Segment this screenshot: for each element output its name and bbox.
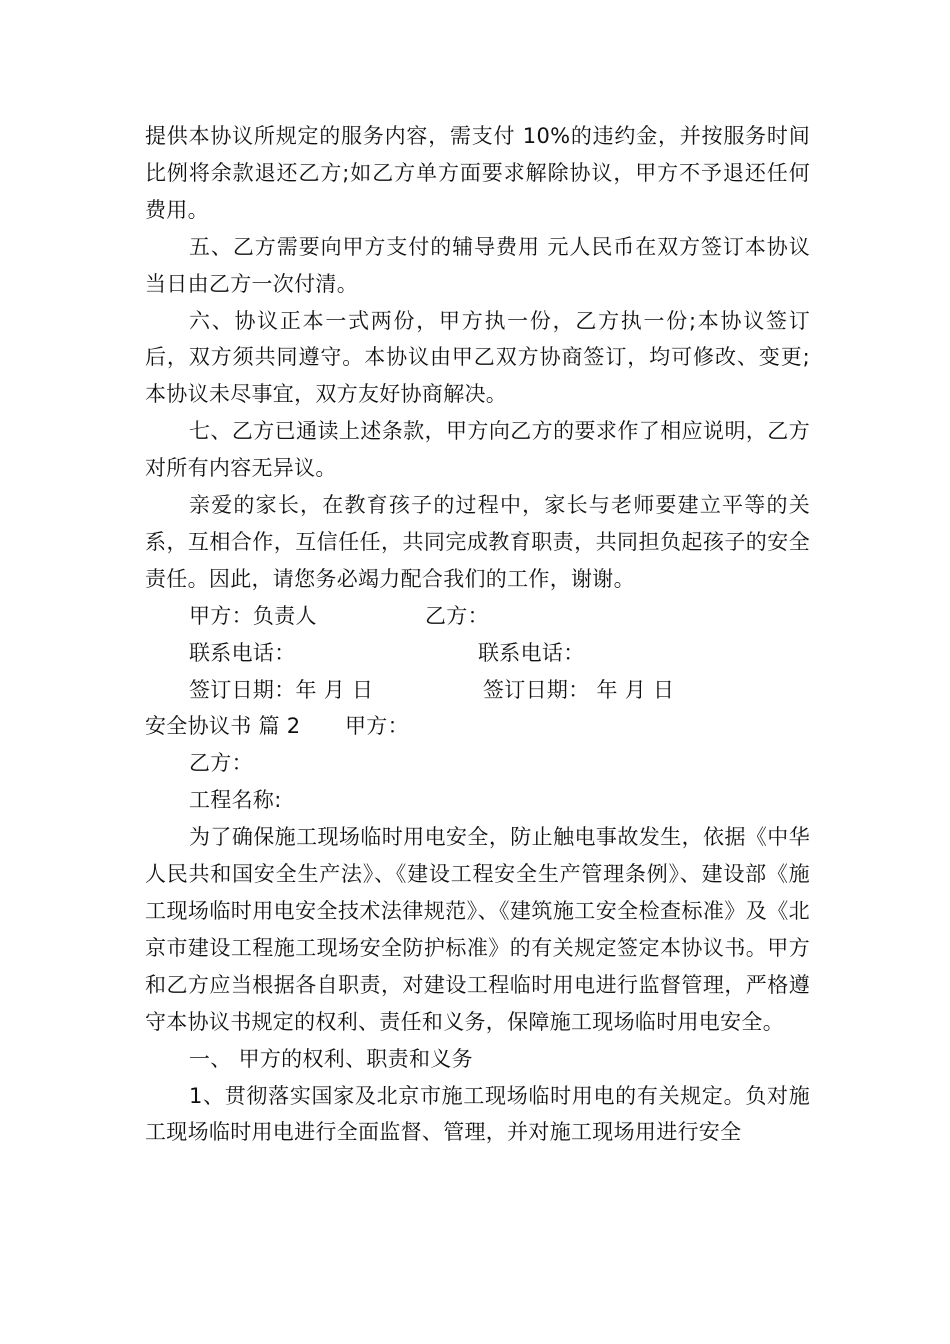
party-b-phone-label: 联系电话： [478, 640, 585, 665]
section2-party-b-label: 乙方： [189, 751, 253, 776]
party-b-date-label: 签订日期： 年 月 日 [483, 677, 675, 702]
section2-intro-paragraph: 为了确保施工现场临时用电安全，防止触电事故发生，依据《中华人民共和国安全生产法》、《建设工程安全生产管理条例》、建设部《施工现场临时用电安全技术法律规范》、《建筑施工安全检查标准》及《北京市建设工程施工现场安全防护标准》的有关规定签定本协议书。甲方和乙方应当根据各自职责，对建设工程临时用电进行监督管理，严格遵守本协议书规定的权利、责任和义务，保障施工现场临时用电安全。 [145, 825, 810, 1034]
paragraph-parent-note: 亲爱的家长，在教育孩子的过程中，家长与老师要建立平等的关系，互相合作，互信任任，共同完成教育职责，共同担负起孩子的安全责任。因此，请您务必竭力配合我们的工作，谢谢。 [145, 493, 810, 591]
party-b-signature-label: 乙方： [425, 603, 489, 628]
party-a-signature-label: 甲方：负责人 [189, 603, 317, 628]
signature-date-row [145, 672, 810, 709]
section2-title: 安全协议书 篇 2 [145, 714, 301, 739]
paragraph-refund-terms: 提供本协议所规定的服务内容，需支付 10%的违约金，并按服务时间比例将余款退还乙方;如乙方单方面要求解除协议，甲方不予退还任何费用。 [145, 124, 810, 222]
signature-phone-row [145, 635, 810, 672]
party-a-date-label: 签订日期：年 月 日 [189, 677, 374, 702]
paragraph-clause-7: 七、乙方已通读上述条款，甲方向乙方的要求作了相应说明，乙方对所有内容无异议。 [145, 419, 810, 481]
document-body [145, 118, 810, 1151]
section2-heading-1: 一、 甲方的权利、职责和义务 [189, 1046, 473, 1071]
section2-title-row [145, 708, 810, 745]
signature-parties-row [145, 598, 810, 635]
section2-project-name-label: 工程名称: [189, 788, 282, 813]
section2-party-a-label: 甲方： [345, 714, 409, 739]
party-a-phone-label: 联系电话： [189, 640, 296, 665]
paragraph-clause-5: 五、乙方需要向甲方支付的辅导费用 元人民币在双方签订本协议当日由乙方一次付清。 [145, 234, 810, 296]
paragraph-clause-6: 六、协议正本一式两份，甲方执一份，乙方执一份;本协议签订后，双方须共同遵守。本协议由甲乙双方协商签订，均可修改、变更;本协议未尽事宜，双方友好协商解决。 [145, 308, 810, 407]
section2-item-1: 1、贯彻落实国家及北京市施工现场临时用电的有关规定。负对施工现场临时用电进行全面监督、管理，并对施工现场用进行安全 [145, 1083, 810, 1145]
